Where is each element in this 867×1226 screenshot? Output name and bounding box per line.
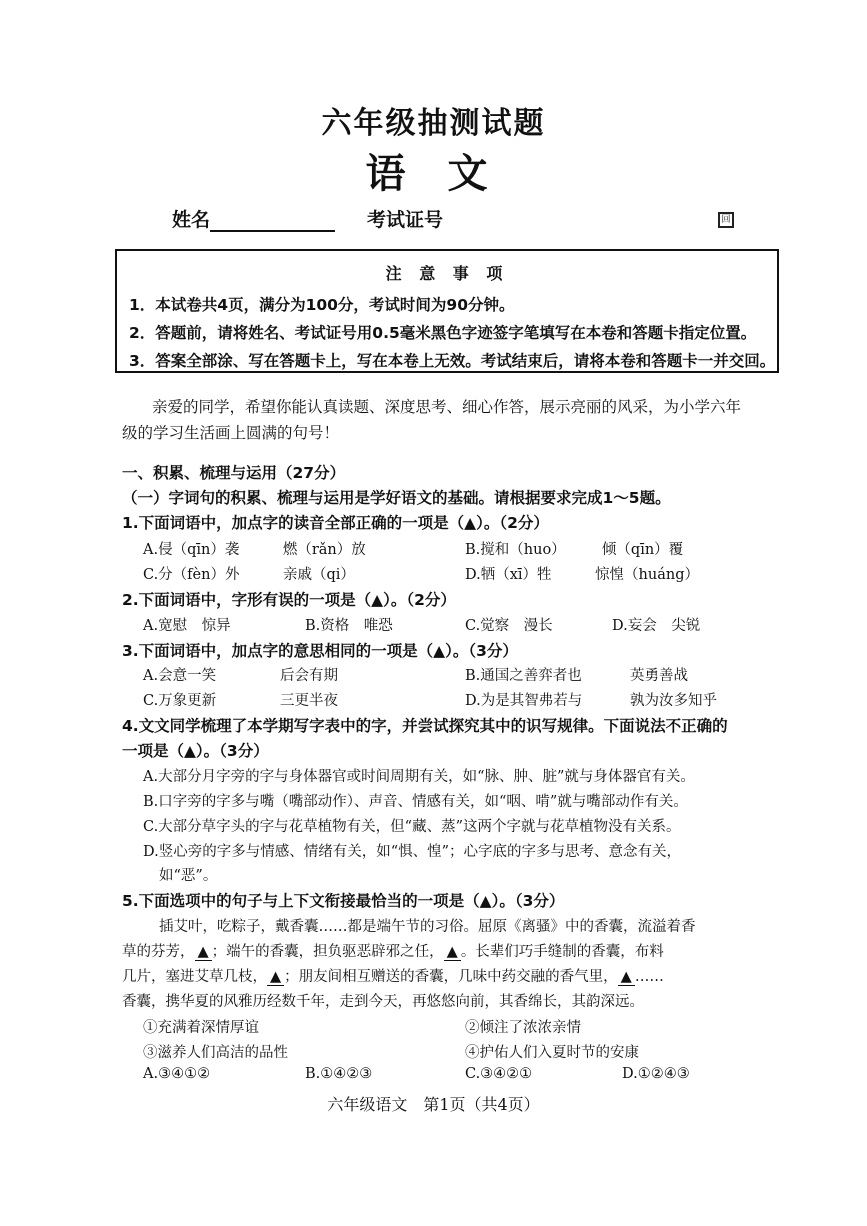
notice-item: 2．答题前，请将姓名、考试证号用0.5毫米黑色字迹签字笔填写在本卷和答题卡指定位置。 [129,324,757,342]
answer-blank: ▲ [267,968,284,986]
name-field [172,205,335,232]
q1-option-c: C.分（fèn）外 亲戚（qi） [143,567,355,583]
answer-blank: ▲ [444,943,461,961]
q4-option-a: A.大部分月字旁的字与身体器官或时间周期有关，如“脉、肿、脏”就与身体器官有关。 [143,769,695,785]
answer-blank: ▲ [195,943,212,961]
q4-option-d: D.竖心旁的字多与情感、情绪有关，如“惧、惶”；心字底的字多与思考、意念有关， [143,844,682,860]
section-title: 一、积累、梳理与运用（27分） [122,464,346,482]
q1-option-b: B.搅和（huo） 倾（qīn）覆 [465,542,684,558]
intro-line: 级的学习生活画上圆满的句号！ [122,424,340,442]
answer-blank: ▲ [618,968,635,986]
q3-option-b: B.通国之善弈者也 [465,668,582,684]
q5-sentence-3: ③滋养人们高洁的品性 [143,1045,288,1061]
barcode-icon: 回 [718,212,734,228]
q5-passage: 香囊，携华夏的风雅历经数千年，走到今天，再悠悠向前，其香绵长，其韵深远。 [122,994,644,1010]
q3-option-a-2: 后会有期 [280,668,338,684]
q5-passage [122,965,664,986]
notice-item: 3．答案全部涂、写在答题卡上，写在本卷上无效。考试结束后，请将本卷和答题卡一并交回。 [129,352,776,370]
q5-sentence-4: ④护佑人们入夏时节的安康 [465,1045,639,1061]
question-4-stem: 4.文文同学梳理了本学期写字表中的字，并尝试探究其中的识写规律。下面说法不正确的 [122,717,728,735]
question-1-stem: 1.下面词语中，加点字的读音全部正确的一项是（▲）。（2分） [122,514,549,532]
question-5-stem: 5.下面选项中的句子与上下文衔接最恰当的一项是（▲）。（3分） [122,892,565,910]
q2-option-a: A.宽慰 惊异 [143,618,231,634]
page-footer: 六年级语文 第1页（共4页） [327,1095,540,1114]
q5-option-b: B.①④②③ [305,1066,373,1082]
q3-option-a: A.会意一笑 [143,668,217,684]
q3-option-d-2: 孰为汝多知乎 [630,693,717,709]
notice-item: 1．本试卷共4页，满分为100分，考试时间为90分钟。 [129,296,515,314]
q5-passage [122,940,664,961]
passage-text: 几片，塞进艾草几枝， [122,969,267,985]
question-3-stem: 3.下面词语中，加点字的意思相同的一项是（▲）。（3分） [122,642,518,660]
q3-option-c: C.万象更新 [143,693,217,709]
q4-option-d-2: 如“恶”。 [159,868,218,884]
q5-option-d: D.①②④③ [622,1066,690,1082]
q2-option-c: C.觉察 漫长 [465,618,553,634]
name-label: 姓名 [172,209,211,231]
q5-passage: 插艾叶，吃粽子，戴香囊……都是端午节的习俗。屈原《离骚》中的香囊，流溢着香 [159,919,696,935]
q4-option-b: B.口字旁的字多与嘴（嘴部动作）、声音、情感有关，如“咽、啃”就与嘴部动作有关。 [143,794,688,810]
question-2-stem: 2.下面词语中，字形有误的一项是（▲）。（2分） [122,591,456,609]
q3-option-b-2: 英勇善战 [630,668,688,684]
exam-no-label: 考试证号 [367,209,444,231]
subsection-title: （一）字词句的积累、梳理与运用是学好语文的基础。请根据要求完成1～5题。 [122,489,671,507]
passage-text: 草的芬芳， [122,944,195,960]
notice-title: 注 意 事 项 [385,264,509,283]
q5-sentence-2: ②倾注了浓浓亲情 [465,1020,581,1036]
q3-option-c-2: 三更半夜 [280,693,338,709]
intro-line: 亲爱的同学，希望你能认真读题、深度思考、细心作答，展示亮丽的风采，为小学六年 [152,398,742,416]
name-underline [210,208,335,232]
q1-option-d: D.牺（xī）牲 惊惶（huáng） [465,567,699,583]
q5-option-a: A.③④①② [143,1066,211,1082]
q5-sentence-1: ①充满着深情厚谊 [143,1020,259,1036]
question-4-stem-2: 一项是（▲）。（3分） [122,742,269,760]
q4-option-c: C.大部分草字头的字与花草植物有关，但“藏、蒸”这两个字就与花草植物没有关系。 [143,819,681,835]
subject-title: 语 文 [365,150,502,197]
passage-text: ；朋友间相互赠送的香囊，几味中药交融的香气里， [284,969,618,985]
q2-option-d: D.妄会 尖锐 [612,618,701,634]
q2-option-b: B.资格 唯恐 [305,618,393,634]
q5-option-c: C.③④②① [465,1066,533,1082]
notice-box [115,249,779,373]
q3-option-d: D.为是其智弗若与 [465,693,583,709]
q1-option-a: A.侵（qīn）袭 燃（rǎn）放 [143,542,366,558]
passage-text: ；端午的香囊，担负驱恶辟邪之任， [211,944,444,960]
exam-title: 六年级抽测试题 [321,106,546,141]
passage-text: 。长辈们巧手缝制的香囊，布料 [460,944,664,960]
passage-text: …… [634,969,664,985]
